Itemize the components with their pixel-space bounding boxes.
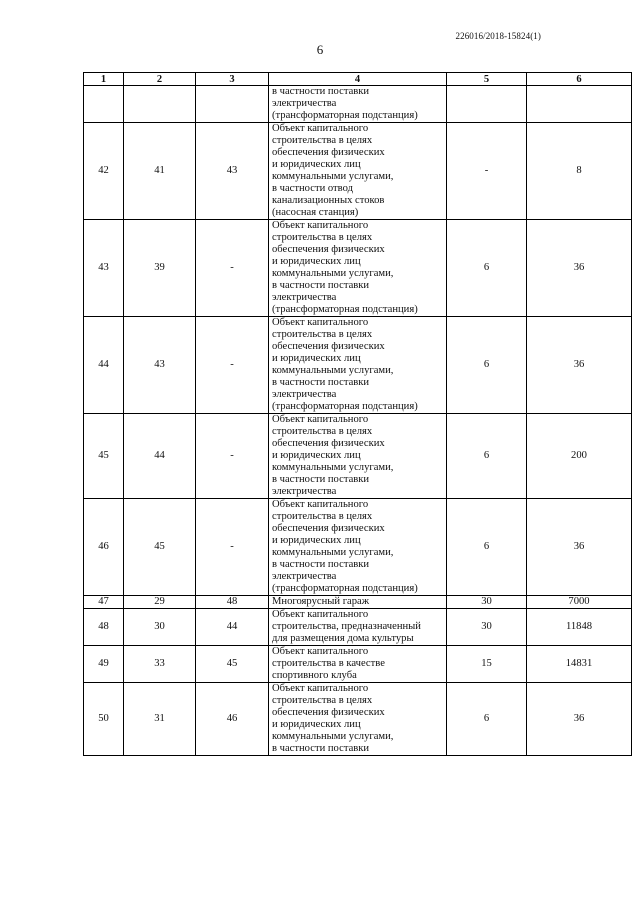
description-cell: Объект капитального строительства в качестве спортивного клуба [269, 646, 447, 683]
column-header-4: 4 [269, 73, 447, 86]
table-row [84, 414, 632, 499]
column-6-cell: 7000 [527, 596, 632, 609]
column-2-cell: 33 [124, 646, 196, 683]
table-row [84, 317, 632, 414]
column-3-cell: 44 [196, 609, 269, 646]
column-5-cell: 6 [447, 683, 527, 756]
description-cell: Объект капитального строительства в целях обеспечения физических и юридических лиц коммунальными услугами, в частности поставки электричества [269, 414, 447, 499]
column-6-cell: 8 [527, 123, 632, 220]
column-header-6: 6 [527, 73, 632, 86]
column-5-cell: - [447, 123, 527, 220]
row-number-cell: 43 [84, 220, 124, 317]
table-row [84, 683, 632, 756]
table-row [84, 499, 632, 596]
column-6-cell [527, 86, 632, 123]
table-row [84, 596, 632, 609]
column-5-cell: 6 [447, 220, 527, 317]
column-2-cell: 45 [124, 499, 196, 596]
data-table [83, 72, 632, 756]
table-row [84, 646, 632, 683]
column-6-cell: 36 [527, 317, 632, 414]
column-5-cell: 30 [447, 609, 527, 646]
column-2-cell [124, 86, 196, 123]
row-number-cell: 42 [84, 123, 124, 220]
column-5-cell: 6 [447, 414, 527, 499]
column-5-cell: 15 [447, 646, 527, 683]
column-6-cell: 11848 [527, 609, 632, 646]
row-number-cell: 49 [84, 646, 124, 683]
description-cell: Объект капитального строительства в целях обеспечения физических и юридических лиц коммунальными услугами, в частности поставки [269, 683, 447, 756]
column-5-cell: 6 [447, 499, 527, 596]
column-3-cell: 46 [196, 683, 269, 756]
description-cell: Объект капитального строительства в целях обеспечения физических и юридических лиц коммунальными услугами, в частности поставки электричества (трансформаторная подстанция) [269, 220, 447, 317]
column-3-cell: 48 [196, 596, 269, 609]
row-number-cell [84, 86, 124, 123]
document-id: 226016/2018-15824(1) [455, 31, 541, 41]
description-cell: Многоярусный гараж [269, 596, 447, 609]
column-3-cell [196, 86, 269, 123]
column-3-cell: 45 [196, 646, 269, 683]
table-row [84, 86, 632, 123]
column-5-cell: 30 [447, 596, 527, 609]
column-header-1: 1 [84, 73, 124, 86]
description-cell: в частности поставки электричества (трансформаторная подстанция) [269, 86, 447, 123]
column-3-cell: - [196, 414, 269, 499]
column-3-cell: - [196, 317, 269, 414]
column-2-cell: 44 [124, 414, 196, 499]
table-row [84, 609, 632, 646]
table-row [84, 123, 632, 220]
table-row [84, 220, 632, 317]
column-5-cell [447, 86, 527, 123]
row-number-cell: 50 [84, 683, 124, 756]
column-6-cell: 200 [527, 414, 632, 499]
column-3-cell: - [196, 499, 269, 596]
column-6-cell: 36 [527, 220, 632, 317]
row-number-cell: 45 [84, 414, 124, 499]
description-cell: Объект капитального строительства в целях обеспечения физических и юридических лиц коммунальными услугами, в частности поставки электричества (трансформаторная подстанция) [269, 499, 447, 596]
description-cell: Объект капитального строительства, предназначенный для размещения дома культуры [269, 609, 447, 646]
table-header-row [84, 73, 632, 86]
column-2-cell: 43 [124, 317, 196, 414]
column-6-cell: 36 [527, 683, 632, 756]
column-2-cell: 30 [124, 609, 196, 646]
row-number-cell: 46 [84, 499, 124, 596]
column-2-cell: 31 [124, 683, 196, 756]
description-cell: Объект капитального строительства в целях обеспечения физических и юридических лиц коммунальными услугами, в частности отвод канализационных стоков (насосная станция) [269, 123, 447, 220]
column-header-2: 2 [124, 73, 196, 86]
column-2-cell: 39 [124, 220, 196, 317]
page-number: 6 [316, 42, 324, 57]
column-6-cell: 36 [527, 499, 632, 596]
row-number-cell: 47 [84, 596, 124, 609]
column-3-cell: 43 [196, 123, 269, 220]
column-header-3: 3 [196, 73, 269, 86]
column-3-cell: - [196, 220, 269, 317]
row-number-cell: 48 [84, 609, 124, 646]
column-2-cell: 41 [124, 123, 196, 220]
column-6-cell: 14831 [527, 646, 632, 683]
column-2-cell: 29 [124, 596, 196, 609]
column-header-5: 5 [447, 73, 527, 86]
row-number-cell: 44 [84, 317, 124, 414]
column-5-cell: 6 [447, 317, 527, 414]
description-cell: Объект капитального строительства в целях обеспечения физических и юридических лиц коммунальными услугами, в частности поставки электричества (трансформаторная подстанция) [269, 317, 447, 414]
